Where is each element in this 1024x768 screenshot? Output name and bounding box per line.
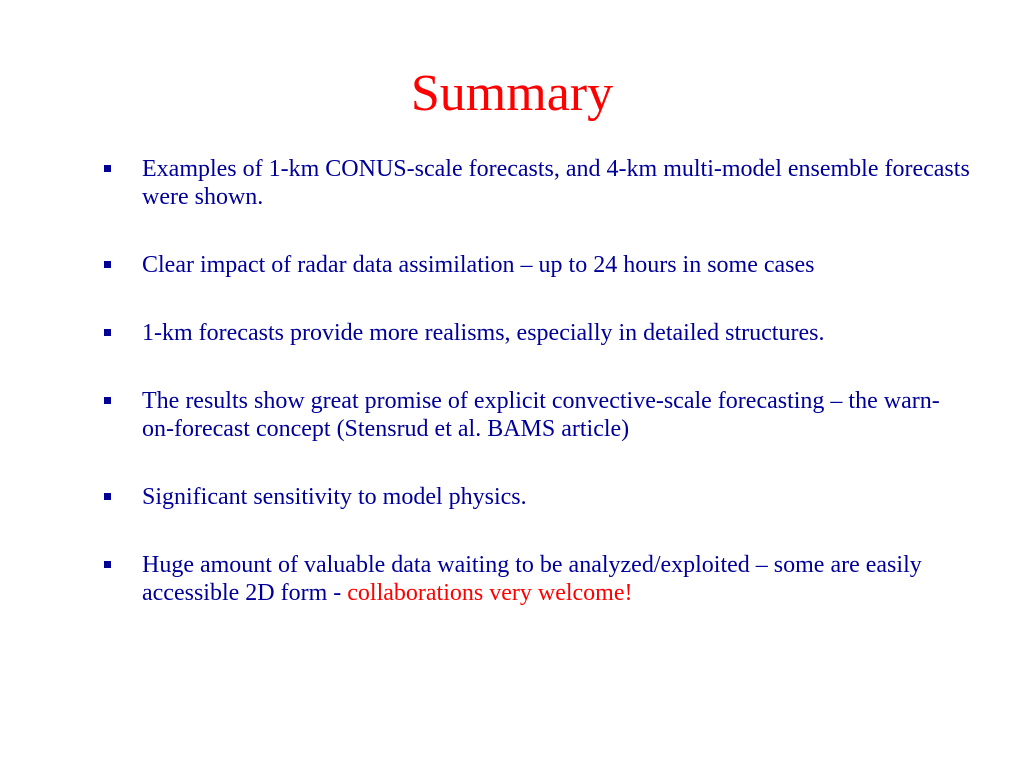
square-bullet-icon — [104, 329, 111, 336]
bullet-text-main: Huge amount of valuable data waiting to be analyzed/exploited – some are easily accessible 2D form - — [142, 552, 922, 606]
bullet-item-physics-sensitivity — [100, 483, 970, 511]
bullet-text: The results show great promise of explicit convective-scale forecasting – the warn-on-forecast concept (Stensrud et al. BAMS article) — [142, 388, 940, 442]
slide-title: Summary — [410, 65, 614, 122]
square-bullet-icon — [104, 397, 111, 404]
square-bullet-icon — [104, 165, 111, 172]
bullet-text: Clear impact of radar data assimilation – up to 24 hours in some cases — [142, 252, 815, 278]
square-bullet-icon — [104, 493, 111, 500]
bullet-item-warn-on-forecast — [100, 387, 970, 443]
collaboration-highlight: collaborations very welcome! — [347, 580, 633, 606]
bullet-text: 1-km forecasts provide more realisms, especially in detailed structures. — [142, 320, 825, 346]
square-bullet-icon — [104, 261, 111, 268]
bullet-text — [142, 551, 970, 607]
bullet-item-examples — [100, 155, 970, 211]
bullet-item-1km-realism — [100, 319, 970, 347]
bullet-item-data-collaboration — [100, 551, 970, 607]
bullet-text: Examples of 1-km CONUS-scale forecasts, and 4-km multi-model ensemble forecasts were shown. — [142, 156, 970, 210]
square-bullet-icon — [104, 561, 111, 568]
bullet-text: Significant sensitivity to model physics. — [142, 484, 527, 510]
bullet-item-radar-impact — [100, 251, 970, 279]
bullet-list — [100, 155, 970, 647]
